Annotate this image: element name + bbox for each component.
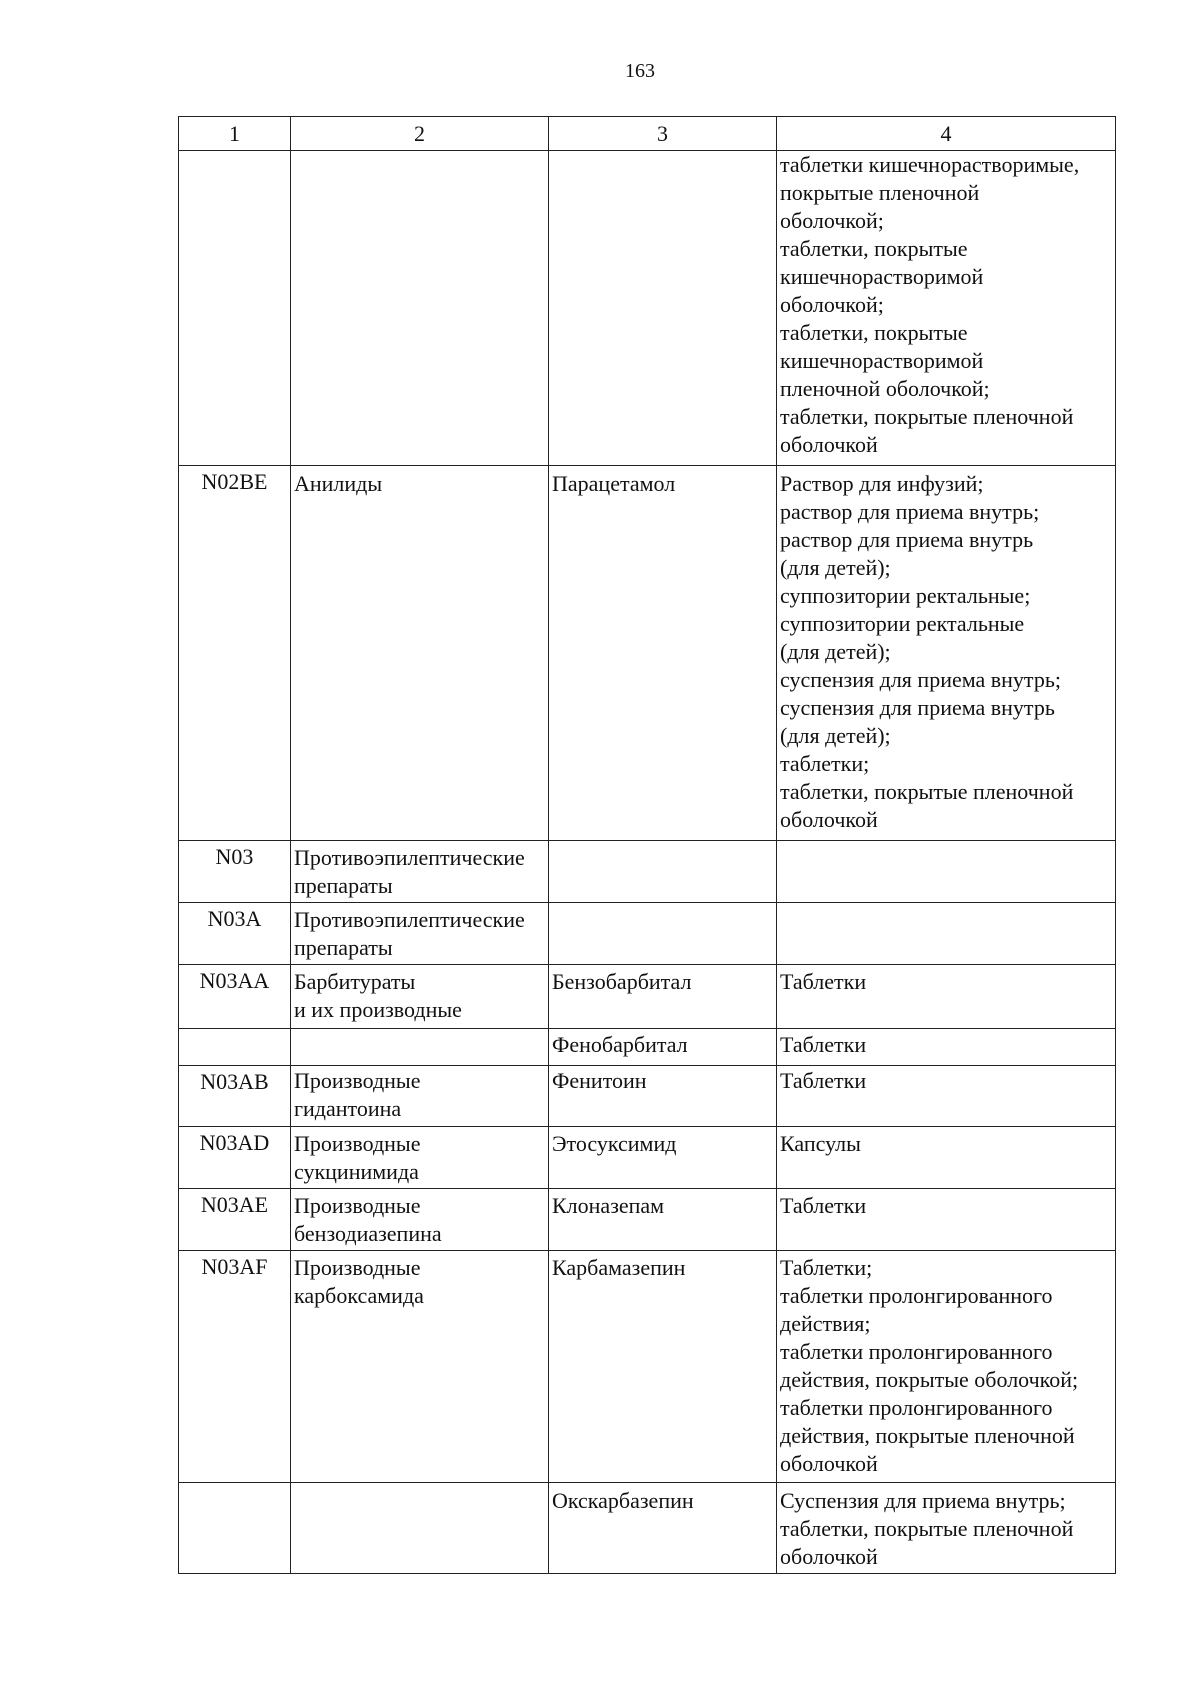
dosage-forms-cell (777, 841, 1116, 903)
table-row (179, 1029, 1116, 1066)
group-cell: Анилиды (291, 466, 549, 841)
dosage-forms-cell: Капсулы (777, 1127, 1116, 1189)
header-col-4: 4 (777, 117, 1116, 151)
atc-code-cell: N03 (179, 841, 291, 903)
header-col-2: 2 (291, 117, 549, 151)
table-row (179, 466, 1116, 841)
atc-code-cell: N03A (179, 903, 291, 965)
dosage-forms-cell: Раствор для инфузий; раствор для приема внутрь; раствор для приема внутрь (для детей); суппозитории ректальные; суппозитории ректальные (для детей); суспензия для приема внутрь; суспензия для приема внутрь (для детей); таблетки; таблетки, покрытые пленочной оболочкой (777, 466, 1116, 841)
dosage-forms-cell: Таблетки (777, 1189, 1116, 1251)
atc-code-cell: N03AD (179, 1127, 291, 1189)
drug-cell: Окскарбазепин (549, 1483, 777, 1574)
dosage-forms-cell (777, 903, 1116, 965)
drug-cell: Фенитоин (549, 1066, 777, 1127)
group-cell: Производные карбоксамида (291, 1251, 549, 1483)
dosage-forms-cell: Суспензия для приема внутрь; таблетки, покрытые пленочной оболочкой (777, 1483, 1116, 1574)
group-cell: Производные бензодиазепина (291, 1189, 549, 1251)
dosage-forms-cell: Таблетки; таблетки пролонгированного действия; таблетки пролонгированного действия, покрытые оболочкой; таблетки пролонгированного действия, покрытые пленочной оболочкой (777, 1251, 1116, 1483)
drug-cell: Бензобарбитал (549, 965, 777, 1029)
atc-code-cell: N03AB (179, 1066, 291, 1127)
drug-cell: Этосуксимид (549, 1127, 777, 1189)
atc-code-cell (179, 1483, 291, 1574)
dosage-forms-cell: Таблетки (777, 965, 1116, 1029)
drug-cell: Карбамазепин (549, 1251, 777, 1483)
page-number: 163 (625, 60, 655, 82)
table-header (179, 117, 1116, 151)
header-col-3: 3 (549, 117, 777, 151)
group-cell: Противоэпилептические препараты (291, 841, 549, 903)
drug-table (178, 116, 1116, 1574)
group-cell (291, 151, 549, 466)
table-row (179, 903, 1116, 965)
drug-cell: Клоназепам (549, 1189, 777, 1251)
atc-code-cell: N03AF (179, 1251, 291, 1483)
drug-cell (549, 841, 777, 903)
atc-code-cell: N02BE (179, 466, 291, 841)
drug-cell (549, 903, 777, 965)
table-row (179, 1066, 1116, 1127)
dosage-forms-cell: Таблетки (777, 1029, 1116, 1066)
dosage-forms-cell: таблетки кишечнорастворимые, покрытые пленочной оболочкой; таблетки, покрытые кишечнорастворимой оболочкой; таблетки, покрытые кишечнорастворимой пленочной оболочкой; таблетки, покрытые пленочной оболочкой (777, 151, 1116, 466)
group-cell: Производные гидантоина (291, 1066, 549, 1127)
table-row (179, 1189, 1116, 1251)
table-row (179, 1127, 1116, 1189)
table-row (179, 151, 1116, 466)
atc-code-cell (179, 1029, 291, 1066)
drug-cell (549, 151, 777, 466)
atc-code-cell: N03AA (179, 965, 291, 1029)
header-col-1: 1 (179, 117, 291, 151)
table-row (179, 841, 1116, 903)
table-row (179, 1251, 1116, 1483)
group-cell: Производные сукцинимида (291, 1127, 549, 1189)
group-cell: Барбитураты и их производные (291, 965, 549, 1029)
group-cell (291, 1483, 549, 1574)
atc-code-cell (179, 151, 291, 466)
header-row (179, 117, 1116, 151)
table-row (179, 965, 1116, 1029)
drug-cell: Парацетамол (549, 466, 777, 841)
table-row (179, 1483, 1116, 1574)
drug-cell: Фенобарбитал (549, 1029, 777, 1066)
table-body (179, 151, 1116, 1574)
group-cell: Противоэпилептические препараты (291, 903, 549, 965)
atc-code-cell: N03AE (179, 1189, 291, 1251)
dosage-forms-cell: Таблетки (777, 1066, 1116, 1127)
group-cell (291, 1029, 549, 1066)
